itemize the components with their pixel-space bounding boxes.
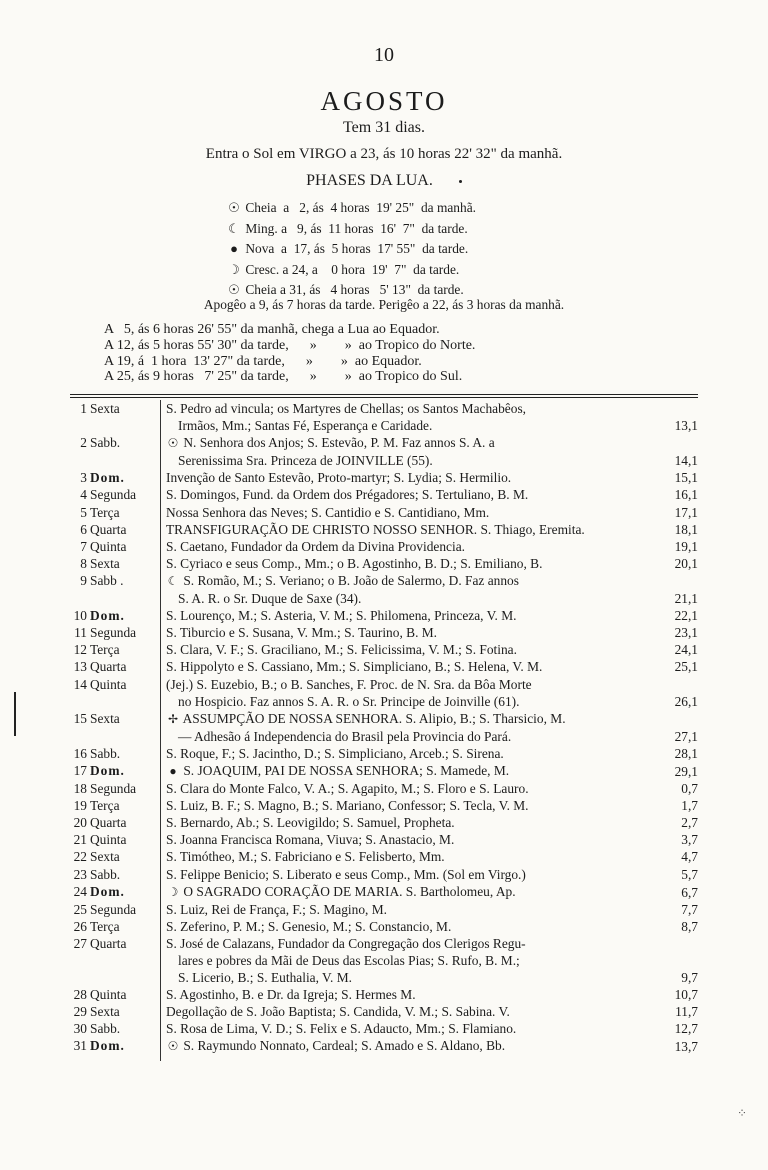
weekday: Sexta <box>90 555 120 571</box>
moon-age: 13,1 <box>674 418 698 434</box>
saint-text: S. Domingos, Fund. da Ordem dos Prégadores; S. Tertuliano, B. M. <box>166 487 529 503</box>
saint-text: Invenção de Santo Estevão, Proto-martyr; S. Lydia; S. Hermilio. <box>166 470 512 486</box>
day-text <box>166 969 700 986</box>
saint-text: O SAGRADO CORAÇÃO DE MARIA. S. Bartholomeu, Ap. <box>183 883 516 899</box>
saint-text: ASSUMPÇÃO DE NOSSA SENHORA. S. Alipio, B.; S. Tharsicio, M. <box>182 710 566 726</box>
day-text <box>166 918 700 935</box>
day-row <box>70 883 700 901</box>
day-text <box>166 780 700 797</box>
moon-age: 17,1 <box>674 504 698 520</box>
weekday: Quarta <box>90 521 127 537</box>
day-row <box>70 607 700 624</box>
day-number: 24 <box>73 883 87 899</box>
top-rule-inner <box>70 397 698 398</box>
day-text <box>166 797 700 814</box>
weekday: Quinta <box>90 987 127 1003</box>
day-row <box>70 624 700 641</box>
weekday: Terça <box>90 798 120 814</box>
day-text <box>166 1020 700 1037</box>
day-row <box>70 866 700 883</box>
weekday: Segunda <box>90 901 137 917</box>
day-row <box>70 710 700 728</box>
moon-age: 6,7 <box>681 884 698 900</box>
weekday: Dom. <box>90 1038 125 1054</box>
day-number: 27 <box>73 935 87 951</box>
day-row <box>70 814 700 831</box>
day-row <box>70 848 700 865</box>
saint-text: (Jej.) S. Euzebio, B.; o B. Sanches, F. Proc. de N. Sra. da Bôa Morte <box>166 676 532 692</box>
day-row <box>70 469 700 486</box>
day-text <box>166 814 700 831</box>
day-number: 17 <box>73 762 87 778</box>
moon-phase-icon: ☉ <box>167 436 179 451</box>
moon-age: 27,1 <box>674 728 698 744</box>
day-text <box>166 521 700 538</box>
equator-line: A 12, ás 5 horas 55' 30" da tarde, » » ao Tropico do Norte. <box>104 337 476 353</box>
moon-age: 2,7 <box>681 815 698 831</box>
phase-row <box>226 198 476 219</box>
day-row <box>70 986 700 1003</box>
day-number: 2 <box>80 435 87 451</box>
phase-text: Ming. a 9, ás 11 horas 16' 7" da tarde. <box>245 220 468 236</box>
day-row <box>70 797 700 814</box>
moon-age: 3,7 <box>681 832 698 848</box>
day-text <box>166 452 700 469</box>
phase-text: Cheia a 2, ás 4 horas 19' 25" da manhã. <box>245 200 476 215</box>
moon-age: 22,1 <box>674 608 698 624</box>
day-text <box>166 745 700 762</box>
phases-title <box>0 172 768 190</box>
moon-age: 5,7 <box>681 866 698 882</box>
saint-text: S. Hippolyto e S. Cassiano, Mm.; S. Simpliciano, B.; S. Helena, V. M. <box>166 659 543 675</box>
moon-phase-icon: ✢ <box>167 711 179 726</box>
day-text <box>166 693 700 710</box>
saint-text: S. Lourenço, M.; S. Asteria, V. M.; S. Philomena, Princeza, V. M. <box>166 608 517 624</box>
saint-text: S. Romão, M.; S. Veriano; o B. João de Salermo, D. Faz annos <box>183 572 519 588</box>
day-number: 14 <box>73 676 87 692</box>
day-number: 1 <box>80 401 87 416</box>
saint-text: S. Tiburcio e S. Susana, V. Mm.; S. Taurino, B. M. <box>166 625 438 641</box>
day-text <box>166 1037 700 1055</box>
day-text <box>166 728 700 745</box>
day-row <box>70 504 700 521</box>
saint-text: Serenissima Sra. Princeza de JOINVILLE (55). <box>178 453 433 469</box>
day-text <box>166 417 700 434</box>
saint-text: S. Roque, F.; S. Jacintho, D.; S. Simpliciano, Arceb.; S. Sirena. <box>166 745 504 761</box>
sun-entry: Entra o Sol em VIRGO a 23, ás 10 horas 22' 32" da manhã. <box>205 146 563 162</box>
day-number: 30 <box>73 1021 87 1037</box>
saint-text: S. Caetano, Fundador da Ordem da Divina Providencia. <box>166 538 465 554</box>
day-row <box>70 555 700 572</box>
weekday: Sexta <box>90 1004 120 1020</box>
saint-text: S. Timótheo, M.; S. Fabriciano e S. Felisberto, Mm. <box>166 849 445 865</box>
waning-moon-icon: ☾ <box>228 220 240 236</box>
weekday: Quinta <box>90 676 127 692</box>
day-row-continuation <box>70 452 700 469</box>
day-number: 7 <box>80 538 87 554</box>
day-number: 25 <box>73 901 87 917</box>
day-row <box>70 1037 700 1055</box>
day-text <box>166 986 700 1003</box>
weekday: Terça <box>90 642 120 658</box>
weekday: Dom. <box>90 470 125 486</box>
day-number: 19 <box>73 798 87 814</box>
moon-age: 29,1 <box>674 763 698 779</box>
saint-text: S. Pedro ad vincula; os Martyres de Chellas; os Santos Machabêos, <box>166 401 526 416</box>
margin-mark <box>14 692 16 736</box>
day-text <box>166 676 700 693</box>
day-text <box>166 883 700 901</box>
weekday: Terça <box>90 918 120 934</box>
saint-text: — Adhesão á Independencia do Brasil pela Provincia do Pará. <box>178 728 512 744</box>
day-row <box>70 935 700 952</box>
day-number: 11 <box>74 625 87 641</box>
weekday: Sexta <box>90 849 120 865</box>
saint-text: S. Clara, V. F.; S. Graciliano, M.; S. Felicissima, V. M.; S. Fotina. <box>166 642 517 658</box>
day-text <box>166 641 700 658</box>
phase-text: Nova a 17, ás 5 horas 17' 55" da tarde. <box>245 241 469 257</box>
moon-phase-icon: ☉ <box>167 1039 179 1054</box>
day-row <box>70 486 700 503</box>
saint-text: S. Bernardo, Ab.; S. Leovigildo; S. Samuel, Propheta. <box>166 815 455 831</box>
moon-age: 26,1 <box>674 693 698 709</box>
day-text <box>166 504 700 521</box>
weekday: Sexta <box>90 710 120 726</box>
saint-text: no Hospicio. Faz annos S. A. R. o Sr. Principe de Joinville (61). <box>178 693 520 709</box>
saint-text: S. A. R. o Sr. Duque de Saxe (34). <box>178 591 362 607</box>
day-row <box>70 901 700 918</box>
moon-phase-icon: ☾ <box>167 573 179 588</box>
saint-text: S. Felippe Benicio; S. Liberato e seus Comp., Mm. (Sol em Virgo.) <box>166 866 526 882</box>
day-row <box>70 400 700 417</box>
saint-text: S. Rosa de Lima, V. D.; S. Felix e S. Adaucto, Mm.; S. Flamiano. <box>166 1021 517 1037</box>
moon-phase-icon: ● <box>169 763 177 778</box>
day-number: 18 <box>73 781 87 797</box>
moon-age: 0,7 <box>681 781 698 797</box>
moon-age: 16,1 <box>674 487 698 503</box>
saint-text: S. Cyriaco e seus Comp., Mm.; o B. Agostinho, B. D.; S. Emiliano, B. <box>166 555 543 571</box>
day-number: 6 <box>80 521 87 537</box>
page-number: 10 <box>374 44 394 66</box>
day-row-continuation <box>70 969 700 986</box>
saint-text: Irmãos, Mm.; Santas Fé, Esperança e Caridade. <box>178 418 433 434</box>
new-moon-icon: ● <box>230 241 238 257</box>
day-row <box>70 676 700 693</box>
moon-phase-icon: ☽ <box>167 884 179 899</box>
moon-age: 24,1 <box>674 642 698 658</box>
saint-text: TRANSFIGURAÇÃO DE CHRISTO NOSSO SENHOR. S. Thiago, Eremita. <box>166 521 585 537</box>
day-number: 15 <box>73 710 87 726</box>
day-number: 13 <box>73 659 87 675</box>
day-text <box>166 1003 700 1020</box>
equator-line: A 5, ás 6 horas 26' 55" da manhã, chega a Lua ao Equador. <box>104 322 440 337</box>
weekday: Sabb. <box>90 866 121 882</box>
weekday: Sabb. <box>90 435 121 451</box>
day-text <box>166 590 700 607</box>
day-number: 16 <box>73 745 87 761</box>
moon-age: 10,7 <box>674 987 698 1003</box>
weekday: Quinta <box>90 538 127 554</box>
day-number: 21 <box>73 832 87 848</box>
phase-row <box>226 219 476 240</box>
saint-text: S. Luiz, Rei de França, F.; S. Magino, M. <box>166 901 387 917</box>
day-row <box>70 745 700 762</box>
phase-row <box>226 260 476 281</box>
saint-text: Nossa Senhora das Neves; S. Cantidio e S. Cantidiano, Mm. <box>166 504 490 520</box>
dot-mark <box>459 180 462 183</box>
calendar-list <box>70 400 700 1056</box>
day-row <box>70 434 700 452</box>
ink-speck: ⁘ <box>737 1106 748 1120</box>
moon-age: 12,7 <box>674 1021 698 1037</box>
weekday: Dom. <box>90 883 125 899</box>
moon-age: 9,7 <box>681 970 698 986</box>
day-number: 5 <box>80 504 87 520</box>
day-number: 3 <box>80 470 87 486</box>
day-number: 26 <box>73 918 87 934</box>
day-row <box>70 641 700 658</box>
moon-age: 20,1 <box>674 555 698 571</box>
day-row <box>70 538 700 555</box>
day-text <box>166 624 700 641</box>
day-row <box>70 658 700 675</box>
day-text <box>166 710 700 728</box>
day-row-continuation <box>70 728 700 745</box>
saint-text: lares e pobres da Mãi de Deus das Escolas Pias; S. Rufo, B. M.; <box>178 953 520 968</box>
day-row <box>70 572 700 590</box>
phase-text: Cresc. a 24, a 0 hora 19' 7" da tarde. <box>245 261 460 277</box>
day-text <box>166 607 700 624</box>
weekday: Sabb. <box>90 745 121 761</box>
weekday: Segunda <box>90 781 137 797</box>
day-number: 10 <box>73 608 87 624</box>
moon-age: 19,1 <box>674 538 698 554</box>
day-row-continuation <box>70 952 700 969</box>
weekday: Terça <box>90 504 120 520</box>
day-text <box>166 486 700 503</box>
day-text <box>166 400 700 417</box>
day-text <box>166 901 700 918</box>
day-row-continuation <box>70 693 700 710</box>
saint-text: S. Zeferino, P. M.; S. Genesio, M.; S. Constancio, M. <box>166 918 452 934</box>
moon-age: 11,7 <box>675 1004 698 1020</box>
weekday: Sexta <box>90 401 120 416</box>
day-number: 8 <box>80 555 87 571</box>
day-number: 28 <box>73 987 87 1003</box>
day-number: 9 <box>80 572 87 588</box>
day-text <box>166 555 700 572</box>
moon-age: 21,1 <box>674 591 698 607</box>
apogee-perigee: Apogêo a 9, ás 7 horas da tarde. Perigêo a 22, ás 3 horas da manhã. <box>203 297 565 312</box>
day-row-continuation <box>70 417 700 434</box>
day-text <box>166 658 700 675</box>
weekday: Dom. <box>90 608 125 624</box>
day-text <box>166 935 700 952</box>
saint-text: Degollação de S. João Baptista; S. Candida, V. M.; S. Sabina. V. <box>166 1004 510 1020</box>
day-text <box>166 762 700 780</box>
weekday: Sabb . <box>90 572 124 588</box>
month-days: Tem 31 dias. <box>343 119 425 136</box>
moon-age: 14,1 <box>674 453 698 469</box>
day-row <box>70 1003 700 1020</box>
day-row <box>70 762 700 780</box>
saint-text: N. Senhora dos Anjos; S. Estevão, P. M. Faz annos S. A. a <box>183 435 495 451</box>
day-text <box>166 434 700 452</box>
day-text <box>166 831 700 848</box>
moon-age: 28,1 <box>674 745 698 761</box>
day-text <box>166 538 700 555</box>
moon-age: 8,7 <box>681 918 698 934</box>
day-row <box>70 918 700 935</box>
day-row <box>70 831 700 848</box>
moon-phases <box>226 198 476 301</box>
day-number: 4 <box>80 487 87 503</box>
phase-row <box>226 239 476 260</box>
saint-text: S. Licerio, B.; S. Euthalia, V. M. <box>178 970 352 986</box>
equator-line: A 25, ás 9 horas 7' 25" da tarde, » » ao Tropico do Sul. <box>104 369 463 385</box>
saint-text: S. Clara do Monte Falco, V. A.; S. Agapito, M.; S. Floro e S. Lauro. <box>166 781 529 797</box>
day-row <box>70 1020 700 1037</box>
weekday: Quarta <box>90 815 127 831</box>
day-text <box>166 469 700 486</box>
moon-age: 15,1 <box>674 470 698 486</box>
day-text <box>166 952 700 969</box>
equator-line: A 19, á 1 hora 13' 27" da tarde, » » ao Equador. <box>104 353 422 369</box>
saint-text: S. Luiz, B. F.; S. Magno, B.; S. Mariano, Confessor; S. Tecla, V. M. <box>166 798 529 814</box>
day-number: 22 <box>73 849 87 865</box>
day-text <box>166 848 700 865</box>
day-number: 31 <box>73 1038 87 1054</box>
phases-title-text: PHASES DA LUA. <box>306 172 433 189</box>
waxing-moon-icon: ☽ <box>228 261 240 277</box>
moon-age: 4,7 <box>681 849 698 865</box>
day-text <box>166 572 700 590</box>
moon-age: 18,1 <box>674 521 698 537</box>
saint-text: S. JOAQUIM, PAI DE NOSSA SENHORA; S. Mamede, M. <box>183 762 510 778</box>
weekday: Dom. <box>90 762 125 778</box>
moon-age: 23,1 <box>674 625 698 641</box>
weekday: Sabb. <box>90 1021 121 1037</box>
weekday: Segunda <box>90 625 137 641</box>
day-number: 12 <box>73 642 87 658</box>
day-number: 29 <box>73 1004 87 1020</box>
saint-text: S. Agostinho, B. e Dr. da Igreja; S. Hermes M. <box>166 987 416 1003</box>
moon-age: 25,1 <box>674 659 698 675</box>
saint-text: S. Raymundo Nonnato, Cardeal; S. Amado e S. Aldano, Bb. <box>183 1038 506 1054</box>
equator-crossings <box>104 322 475 385</box>
day-number: 23 <box>73 866 87 882</box>
weekday: Segunda <box>90 487 137 503</box>
day-row <box>70 521 700 538</box>
top-rule <box>70 394 698 395</box>
moon-age: 13,7 <box>674 1039 698 1055</box>
day-row-continuation <box>70 590 700 607</box>
month-title: AGOSTO <box>320 86 448 116</box>
saint-text: S. Joanna Francisca Romana, Viuva; S. Anastacio, M. <box>166 832 455 848</box>
day-row <box>70 780 700 797</box>
moon-age: 1,7 <box>681 798 698 814</box>
weekday: Quarta <box>90 659 127 675</box>
day-text <box>166 866 700 883</box>
full-moon-icon: ☉ <box>228 200 240 215</box>
day-number: 20 <box>73 815 87 831</box>
weekday: Quinta <box>90 832 127 848</box>
full-moon-icon: ☉ <box>228 282 240 298</box>
weekday: Quarta <box>90 935 127 951</box>
moon-age: 7,7 <box>681 901 698 917</box>
phase-text: Cheia a 31, ás 4 horas 5' 13" da tarde. <box>245 282 464 298</box>
saint-text: S. José de Calazans, Fundador da Congregação dos Clerigos Regu- <box>166 935 526 951</box>
